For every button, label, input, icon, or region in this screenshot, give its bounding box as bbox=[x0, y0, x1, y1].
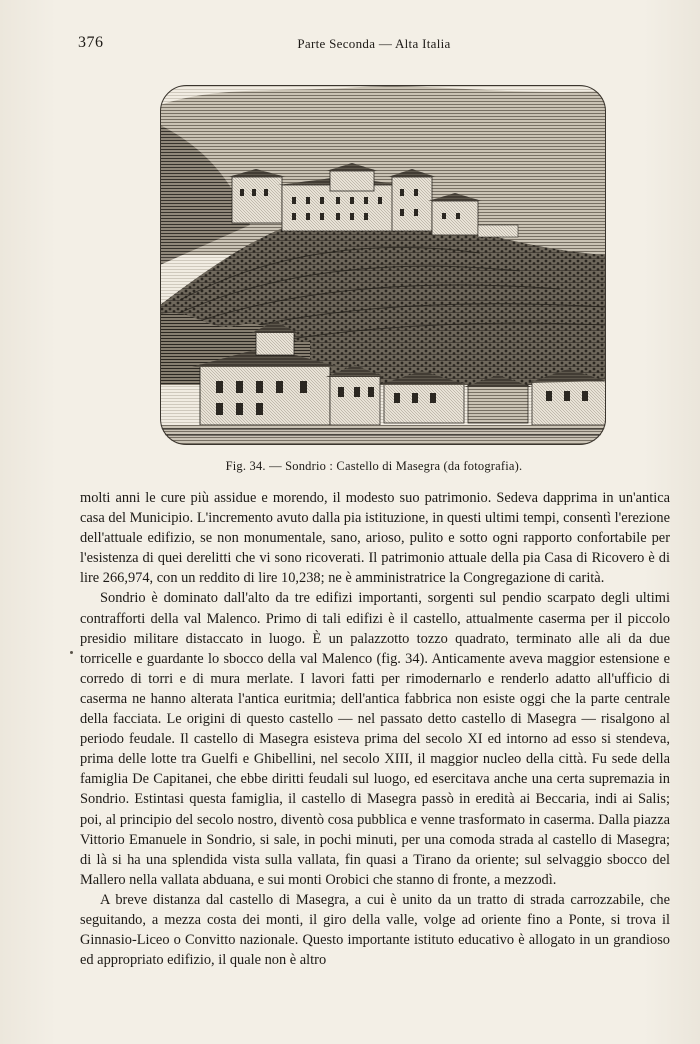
margin-dot bbox=[70, 651, 73, 654]
paragraph-liceo: A breve distanza dal castello di Masegra, a cui è unito da un tratto di strada carrozzabile, che seguitando, a mezza costa dei monti, il giro della valle, volge ad oriente fino a Ponte, si trova il Ginnasio-Liceo o Convitto nazionale. Questo importante istituto educativo è allogato in un grandioso ed appropriato edifizio, il quale non è altro bbox=[80, 891, 670, 969]
paragraph-continued: molti anni le cure più assidue e morendo, il modesto suo patrimonio. Sedeva dapprima in un'antica casa del Municipio. L'incremento avuto dalla pia istituzione, in questi ultimi tempi, consentì l'erezione dell'attuale edifizio, se non monumentale, sano, arioso, pulito e sotto ogni rapporto confortabile per l'esistenza di quei derelitti che vi sono ricoverati. Il patrimonio attuale della pia Casa di Ricovero è di lire 266,974, con un reddito di lire 10,238; ne è amministratrice la Congregazione di carità. bbox=[80, 490, 670, 587]
page-number: 376 bbox=[78, 34, 104, 51]
engraving-illustration bbox=[160, 85, 606, 445]
body-text bbox=[80, 488, 670, 970]
running-head: Parte Seconda — Alta Italia bbox=[297, 36, 451, 51]
paragraph-castle: Sondrio è dominato dall'alto da tre edifizi importanti, sorgenti sul pendio scarpato degli ultimi contrafforti della val Malenco. Primo di tali edifizi è il castello, attualmente caserma per il piccolo presidio militare distaccato in luogo. È un palazzotto tozzo quadrato, terminato alle ali da due torricelle e guardante lo sbocco della val Malenco (fig. 34). Anticamente aveva maggior estensione e corredo di torri e di mura merlate. I lavori fatti per rimodernarlo e renderlo adatto all'ufficio di caserma ne hanno alterata l'antica euritmia; dell'antica fabbrica non esiste oggi che la parte centrale della facciata. Le origini di questo castello — nel passato detto castello di Masegra — risalgono al periodo feudale. Il castello di Masegra esisteva prima del secolo XI ed intorno ad esso si stendeva, prima delle lotte tra Guelfi e Ghibellini, nel secolo XIII, il maggior nucleo della città. Fu sede della famiglia De Capitanei, che ebbe diritti feudali sul luogo, ed esercitava anche una certa supremazia in Sondrio. Estintasi questa famiglia, il castello di Masegra passò in eredità ai Beccaria, indi ai Salis; poi, al principio del secolo nostro, diventò cosa pubblica e venne trasformato in caserma. Dalla piazza Vittorio Emanuele in Sondrio, si sale, in pochi minuti, per una comoda strada al castello di Masegra; di là si ha una splendida vista sulla vallata, fin quasi a Tirano da oriente; sul selvaggio sbocco del Mallero nella vallata abduana, e sui monti Orobici che stanno di fronte, a mezzodì. bbox=[80, 590, 670, 888]
figure-caption: Fig. 34. — Sondrio : Castello di Masegra (da fotografia). bbox=[225, 459, 523, 473]
page-header bbox=[78, 34, 670, 54]
